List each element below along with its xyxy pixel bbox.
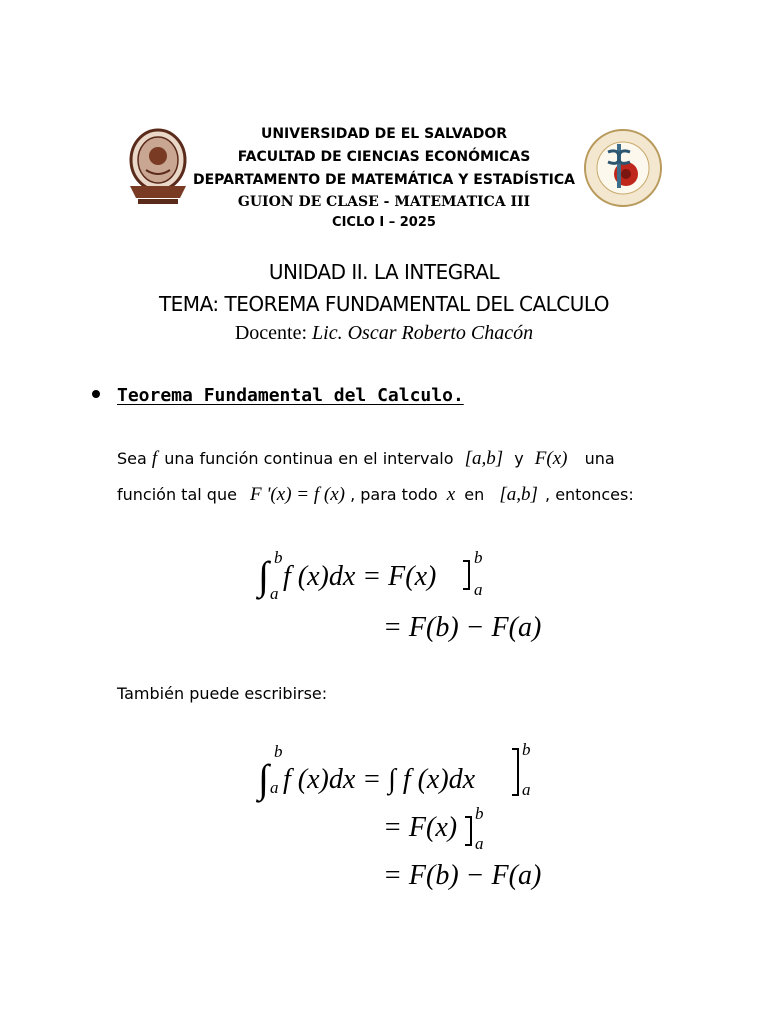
bullet-icon <box>92 390 100 398</box>
statement-text: una <box>584 449 615 468</box>
section-heading: Teorema Fundamental del Calculo. <box>117 385 464 406</box>
statement-line-1 <box>117 448 615 470</box>
alternative-form-label: También puede escribirse: <box>117 684 328 703</box>
department-name: DEPARTAMENTO DE MATEMÁTICA Y ESTADÍSTICA <box>193 172 575 188</box>
upper-limit: b <box>522 740 531 759</box>
lower-limit: a <box>475 834 484 853</box>
math-interval: [a,b] <box>499 484 538 505</box>
math-F-x: F(x) <box>534 448 568 469</box>
lower-limit: a <box>270 584 279 603</box>
equation-1-expression: f (x)dx = F(x) <box>282 561 437 592</box>
statement-text: y <box>514 449 524 468</box>
cycle-label: CICLO I – 2025 <box>332 215 436 230</box>
math-derivative: F '(x) = f (x) <box>250 484 345 505</box>
equation-1-line-2 <box>383 612 541 644</box>
equation-2-result: = F(b) − F(a) <box>383 860 542 891</box>
statement-text: una función continua en el intervalo <box>164 449 454 468</box>
university-name: UNIVERSIDAD DE EL SALVADOR <box>260 126 508 142</box>
integral-sign-icon: ∫ <box>258 553 269 598</box>
teacher-label: Docente: <box>234 322 308 344</box>
equation-2-line-3 <box>383 860 541 892</box>
statement-text: función tal que <box>117 485 237 504</box>
integral-sign-icon: ∫ <box>258 756 269 801</box>
evaluation-bracket <box>465 816 472 846</box>
statement-line-2 <box>117 484 634 506</box>
equation-2-line-1 <box>258 751 476 801</box>
evaluation-bracket <box>512 748 519 796</box>
statement-text: Sea <box>117 449 147 468</box>
equation-2-expression: f (x)dx = ∫ f (x)dx <box>282 764 476 795</box>
upper-limit: b <box>474 548 483 567</box>
faculty-name: FACULTAD DE CIENCIAS ECONÓMICAS <box>237 149 531 165</box>
statement-text: , entonces: <box>545 485 634 504</box>
math-interval: [a,b] <box>464 448 504 469</box>
teacher-name: Lic. Oscar Roberto Chacón <box>312 322 534 344</box>
equation-1-line-1 <box>258 548 437 598</box>
topic-title: TEMA: TEOREMA FUNDAMENTAL DEL CALCULO <box>158 292 610 316</box>
class-guide-title: GUION DE CLASE - MATEMATICA III <box>237 194 531 210</box>
lower-limit: a <box>522 780 531 799</box>
upper-limit: b <box>274 548 283 567</box>
teacher-line <box>0 322 768 345</box>
upper-limit: b <box>274 742 283 761</box>
math-x: x <box>446 484 456 505</box>
equation-2-antiderivative: = F(x) <box>383 812 458 843</box>
equation-2-line-2 <box>383 812 457 844</box>
lower-limit: a <box>270 778 279 797</box>
math-f: f <box>151 448 158 469</box>
unit-title: UNIDAD II. LA INTEGRAL <box>268 260 500 284</box>
upper-limit: b <box>475 804 484 823</box>
statement-text: en <box>464 485 485 504</box>
equation-1-result: = F(b) − F(a) <box>383 612 542 643</box>
statement-text: , para todo <box>350 485 438 504</box>
lower-limit: a <box>474 580 483 599</box>
evaluation-bracket <box>463 560 470 590</box>
